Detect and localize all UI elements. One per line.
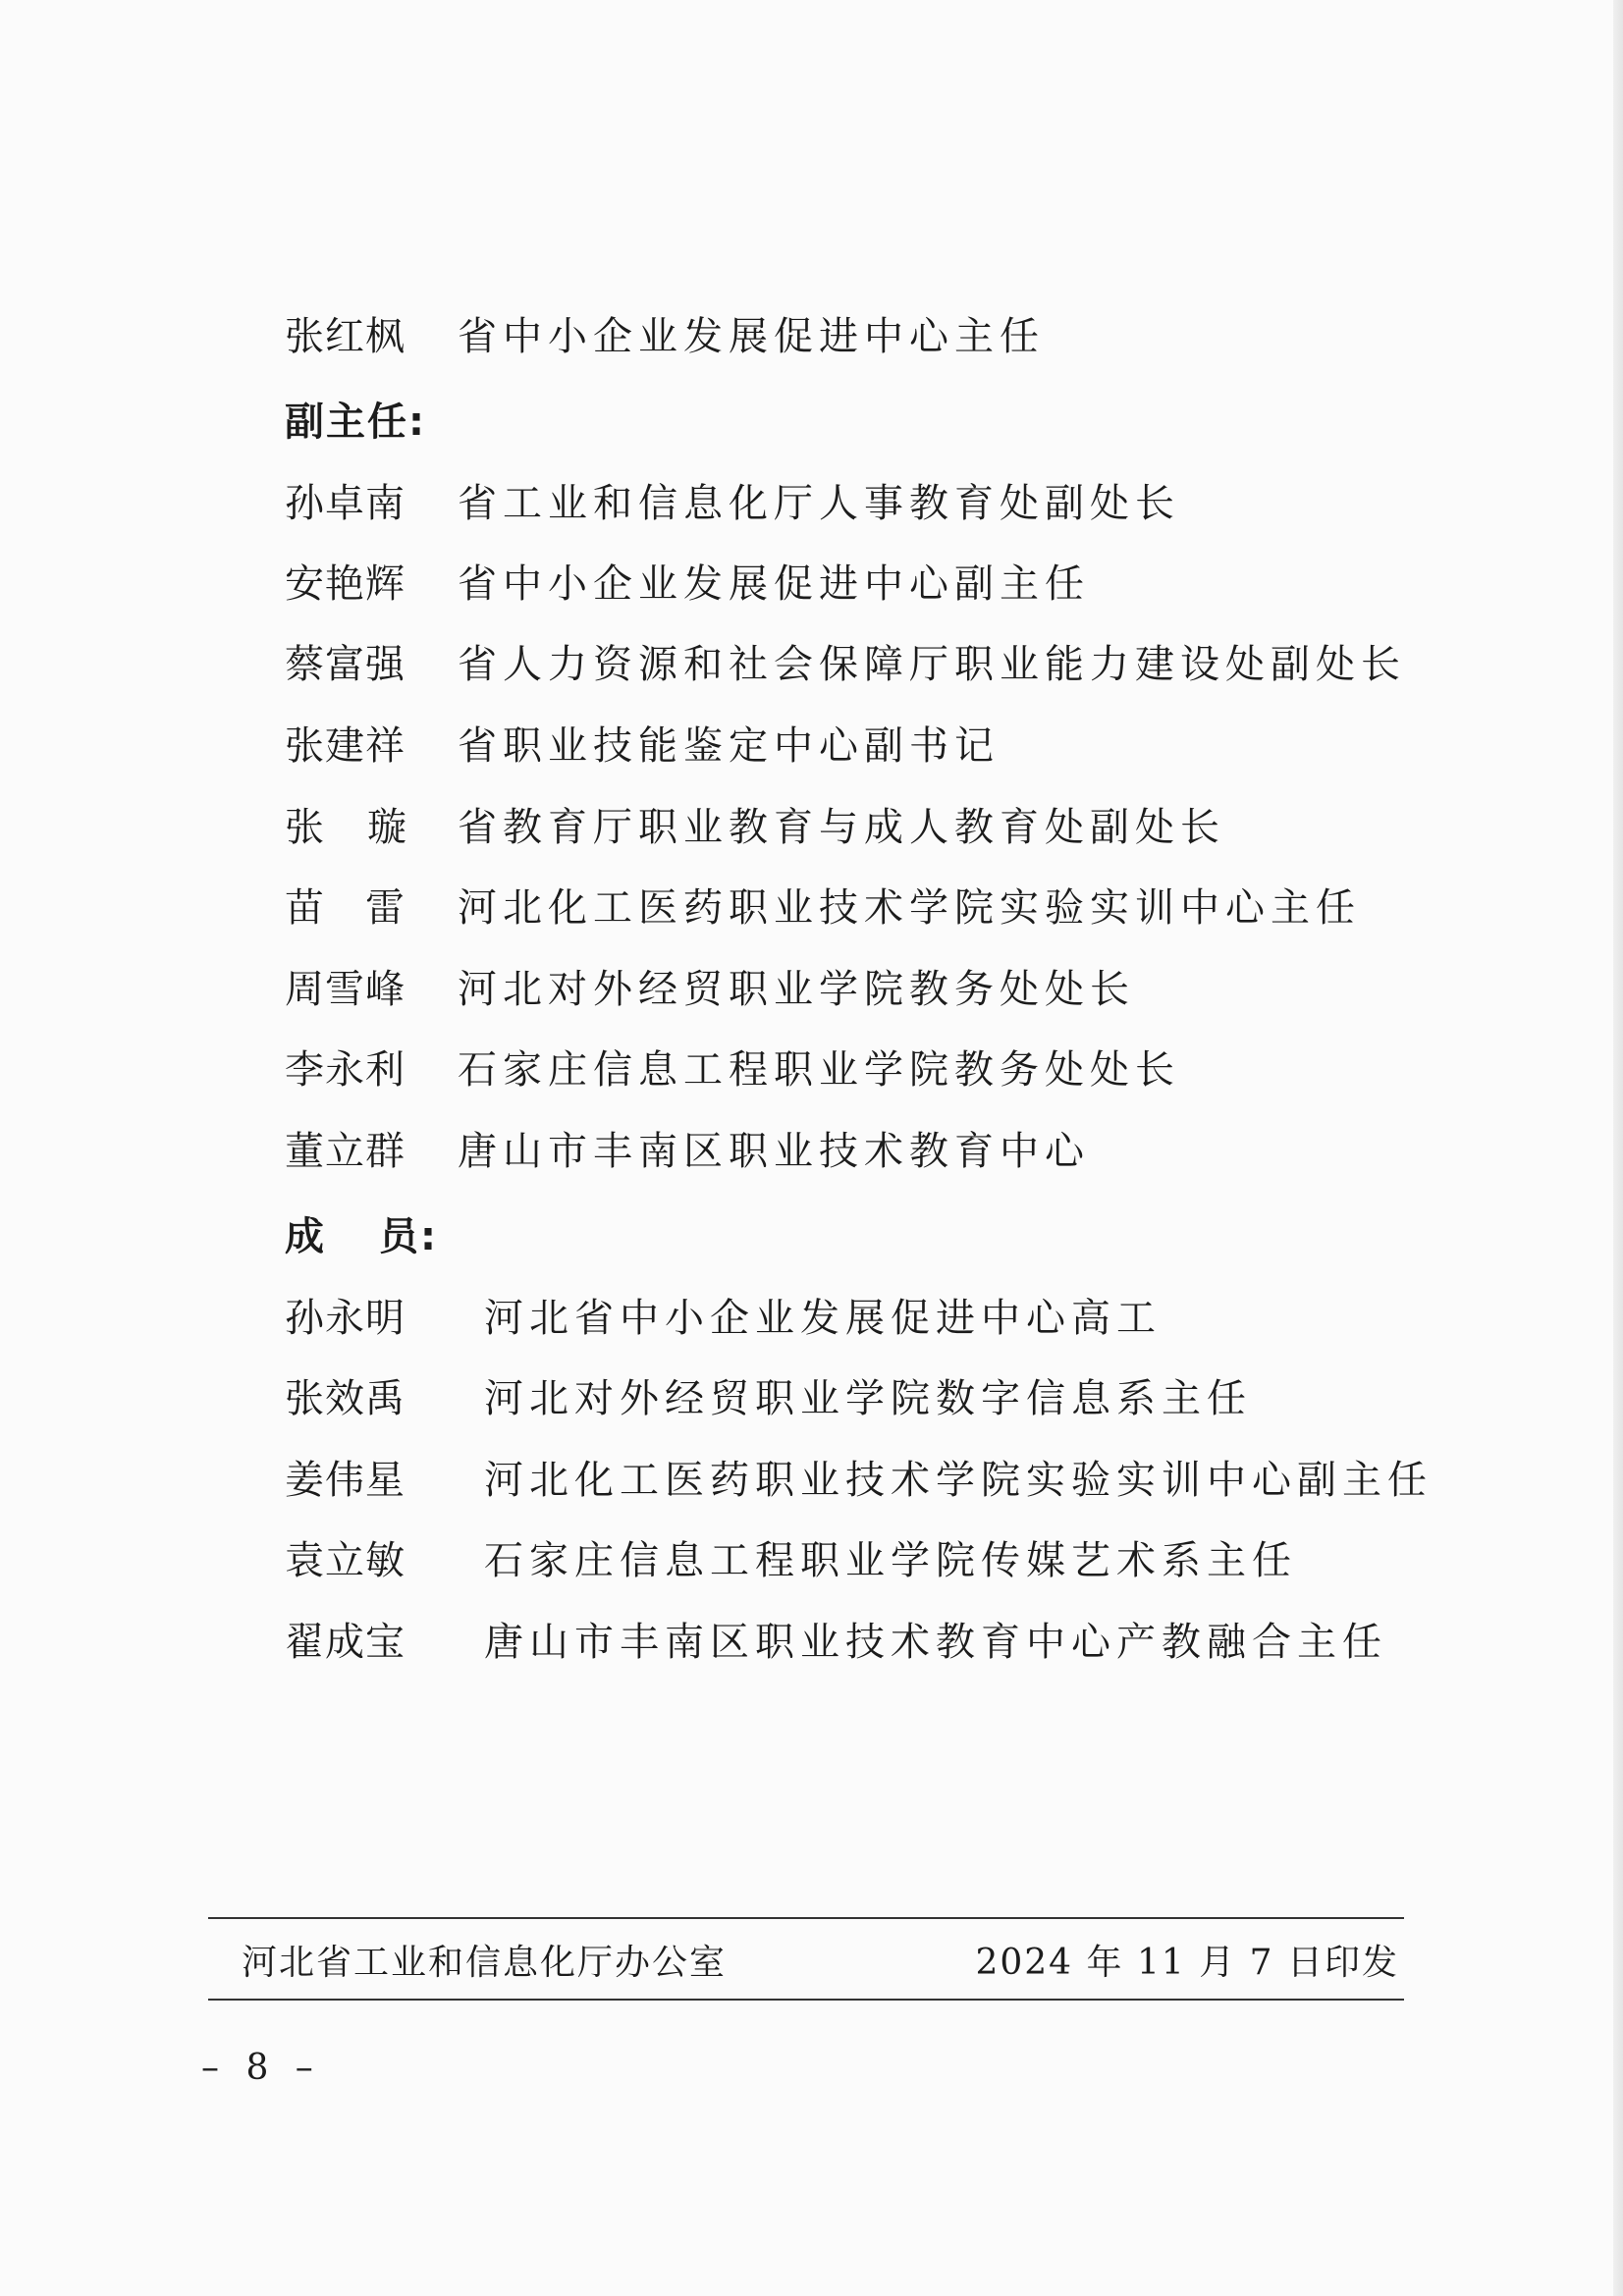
- deputy-name: 李永利: [285, 1047, 406, 1093]
- deputy-title: 省教育厅职业教育与成人教育处副处长: [458, 805, 1225, 850]
- deputy-heading: 副主任:: [285, 400, 426, 445]
- deputy-name: 董立群: [285, 1129, 406, 1174]
- deputy-name: 蔡富强: [285, 642, 406, 687]
- members-heading: [285, 1207, 438, 1266]
- member-name: 姜伟星: [285, 1458, 406, 1503]
- deputy-name: 周雪峰: [285, 967, 406, 1012]
- member-name: 翟成宝: [285, 1620, 406, 1665]
- footer-issuer: 河北省工业和信息化厅办公室: [242, 1943, 728, 1983]
- members-heading-last: 员:: [379, 1214, 438, 1259]
- deputy-name-last: 璇: [367, 805, 406, 850]
- deputy-title: 省人力资源和社会保障厅职业能力建设处副处长: [458, 642, 1406, 687]
- member-name: 张效禹: [285, 1376, 406, 1421]
- member-title: 河北对外经贸职业学院数字信息系主任: [484, 1376, 1252, 1421]
- footer-top-rule: [208, 1917, 1404, 1919]
- member-title: 石家庄信息工程职业学院传媒艺术系主任: [484, 1538, 1297, 1583]
- deputy-title: 石家庄信息工程职业学院教务处处长: [458, 1047, 1180, 1093]
- deputy-name: 苗 雷: [285, 885, 406, 931]
- deputy-title: 省工业和信息化厅人事教育处副处长: [458, 481, 1180, 526]
- deputy-title: 河北化工医药职业技术学院实验实训中心主任: [458, 885, 1361, 931]
- deputy-name: 孙卓南: [285, 481, 406, 526]
- page-number: – 8 –: [201, 2048, 321, 2088]
- footer-bottom-rule: [208, 1999, 1404, 2001]
- deputy-title: 唐山市丰南区职业技术教育中心: [458, 1129, 1090, 1174]
- deputy-name-first: 张: [285, 805, 324, 850]
- member-name: 袁立敏: [285, 1538, 406, 1583]
- page-edge: [1613, 0, 1623, 2296]
- director-title: 省中小企业发展促进中心主任: [458, 314, 1045, 359]
- deputy-title: 河北对外经贸职业学院教务处处长: [458, 967, 1135, 1012]
- members-heading-first: 成: [285, 1214, 326, 1259]
- member-title: 河北省中小企业发展促进中心高工: [484, 1296, 1162, 1341]
- deputy-name: 张建祥: [285, 723, 406, 769]
- director-name: 张红枫: [285, 314, 406, 359]
- footer-date: 2024 年 11 月 7 日印发: [975, 1943, 1399, 1983]
- member-title: 唐山市丰南区职业技术教育中心产教融合主任: [484, 1620, 1387, 1665]
- member-name: 孙永明: [285, 1296, 406, 1341]
- member-title: 河北化工医药职业技术学院实验实训中心副主任: [484, 1458, 1433, 1503]
- deputy-title: 省中小企业发展促进中心副主任: [458, 561, 1090, 607]
- deputy-title: 省职业技能鉴定中心副书记: [458, 723, 1000, 769]
- deputy-name: 安艳辉: [285, 561, 406, 607]
- deputy-name: [285, 798, 406, 857]
